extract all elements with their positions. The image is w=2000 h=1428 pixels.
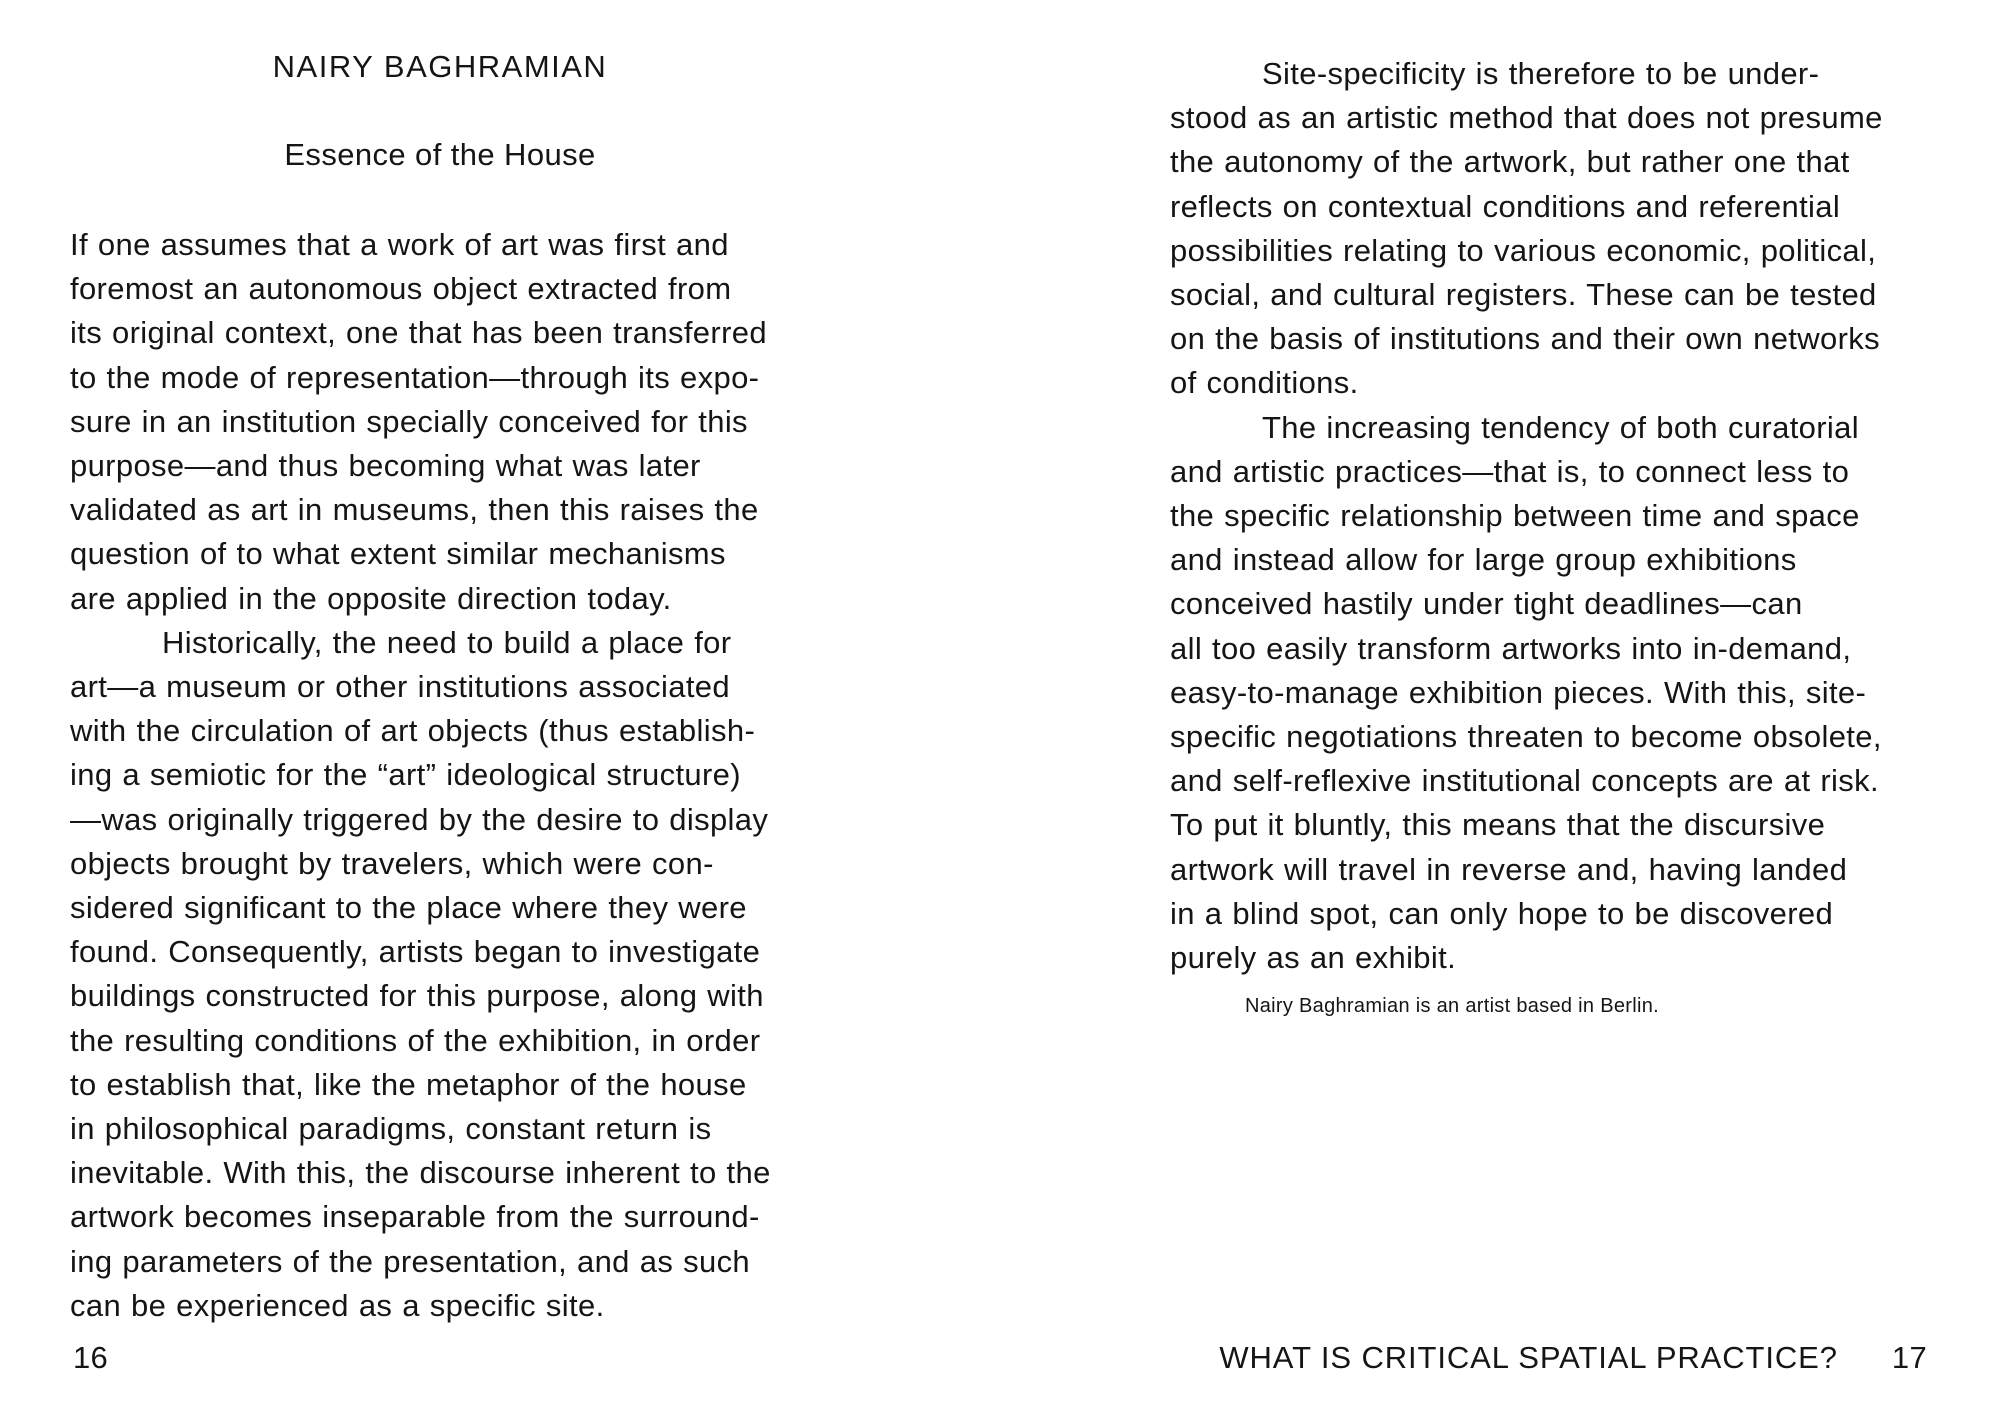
body-line: validated as art in museums, then this raises the xyxy=(70,492,759,528)
body-line: its original context, one that has been transferred xyxy=(70,315,767,351)
body-line: If one assumes that a work of art was first and xyxy=(70,227,729,262)
page-number-right: 17 xyxy=(1891,1340,1927,1375)
body-line: reflects on contextual conditions and referential xyxy=(1170,188,1841,224)
right-page xyxy=(1170,0,1927,1428)
body-line: ing a semiotic for the “art” ideological structure) xyxy=(70,757,741,793)
body-line: —was originally triggered by the desire to display xyxy=(70,801,769,837)
body-line: of conditions. xyxy=(1170,365,1359,401)
body-line: sure in an institution specially conceived for this xyxy=(70,403,748,439)
body-line: the autonomy of the artwork, but rather one that xyxy=(1170,144,1850,180)
body-line: in a blind spot, can only hope to be discovered xyxy=(1170,895,1834,931)
body-line: ing parameters of the presentation, and as such xyxy=(70,1243,751,1279)
body-line: and self-reflexive institutional concepts are at risk. xyxy=(1170,763,1879,799)
body-line: conceived hastily under tight deadlines—can xyxy=(1170,586,1803,622)
body-line: foremost an autonomous object extracted from xyxy=(70,271,732,307)
page-number-left: 16 xyxy=(73,1340,109,1375)
page-subtitle: Essence of the House xyxy=(284,137,596,172)
author-credit-line: Nairy Baghramian is an artist based in Berlin. xyxy=(1245,995,1659,1017)
body-line: sidered significant to the place where they were xyxy=(70,890,747,926)
body-line: to the mode of representation—through its expo- xyxy=(70,359,760,395)
running-footer xyxy=(1170,1340,1927,1376)
body-line: Site-specificity is therefore to be under- xyxy=(1262,56,1820,91)
body-line: found. Consequently, artists began to investigate xyxy=(70,934,761,970)
running-title: WHAT IS CRITICAL SPATIAL PRACTICE? xyxy=(1219,1340,1838,1375)
body-line: purpose—and thus becoming what was later xyxy=(70,448,701,484)
body-line: purely as an exhibit. xyxy=(1170,940,1457,976)
body-line: question of to what extent similar mechanisms xyxy=(70,536,726,572)
body-line: specific negotiations threaten to become obsolete, xyxy=(1170,719,1882,755)
body-line: the specific relationship between time and space xyxy=(1170,498,1860,534)
body-line: buildings constructed for this purpose, along with xyxy=(70,978,764,1014)
body-line: all too easily transform artworks into in-demand, xyxy=(1170,630,1852,666)
body-line: inevitable. With this, the discourse inherent to the xyxy=(70,1155,771,1191)
body-line: to establish that, like the metaphor of the house xyxy=(70,1066,747,1102)
body-line: the resulting conditions of the exhibition, in order xyxy=(70,1022,761,1058)
body-line: can be experienced as a specific site. xyxy=(70,1287,605,1323)
body-line: with the circulation of art objects (thus establish- xyxy=(70,713,756,749)
body-line: possibilities relating to various economic, political, xyxy=(1170,232,1877,268)
left-page xyxy=(70,0,810,1428)
body-line: easy-to-manage exhibition pieces. With this, site- xyxy=(1170,674,1867,710)
body-line: social, and cultural registers. These can be tested xyxy=(1170,277,1877,313)
essay-body-right xyxy=(1170,52,1927,980)
essay-body-left xyxy=(70,223,810,1328)
body-line: art—a museum or other institutions associated xyxy=(70,669,730,705)
body-line: The increasing tendency of both curatorial xyxy=(1262,409,1859,445)
body-line: stood as an artistic method that does not presume xyxy=(1170,100,1883,136)
body-line: in philosophical paradigms, constant return is xyxy=(70,1111,712,1147)
body-line: on the basis of institutions and their own networks xyxy=(1170,321,1880,357)
body-line: To put it bluntly, this means that the discursive xyxy=(1170,807,1826,843)
body-line: objects brought by travelers, which were con- xyxy=(70,845,714,881)
body-line: are applied in the opposite direction today. xyxy=(70,580,672,616)
body-line: and artistic practices—that is, to connect less to xyxy=(1170,453,1850,489)
body-line: artwork becomes inseparable from the surround- xyxy=(70,1199,760,1235)
page-title: NAIRY BAGHRAMIAN xyxy=(272,49,608,84)
body-line: artwork will travel in reverse and, having landed xyxy=(1170,851,1848,887)
body-line: Historically, the need to build a place for xyxy=(162,624,732,660)
body-line: and instead allow for large group exhibitions xyxy=(1170,542,1797,578)
